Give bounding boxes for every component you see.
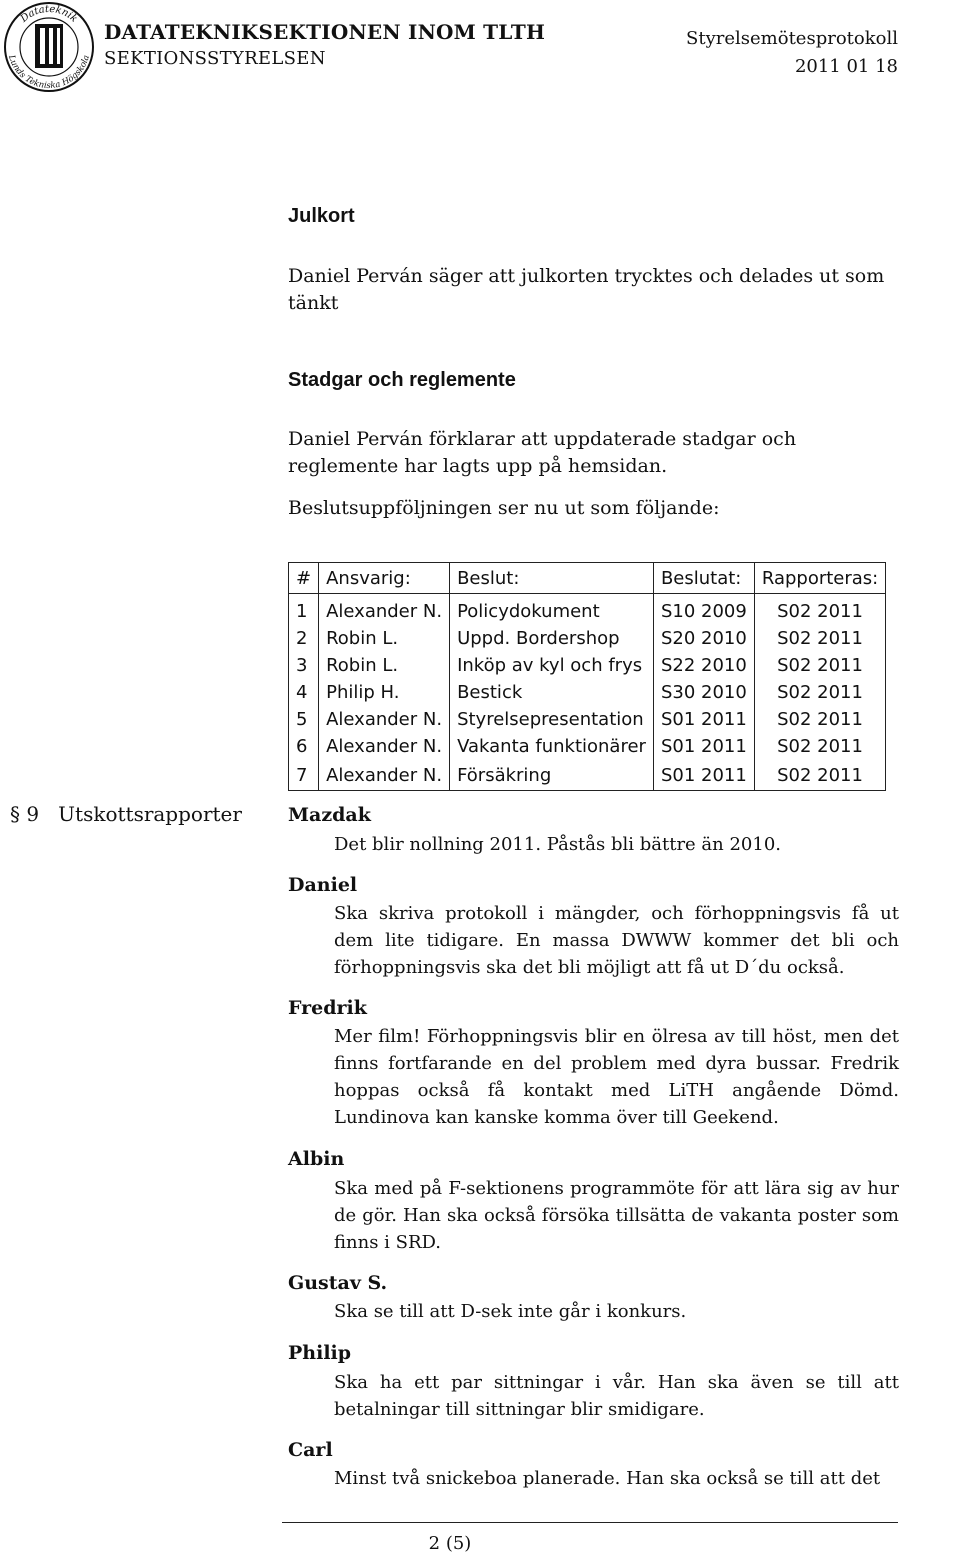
decision-followup-table	[288, 562, 886, 791]
report-text-gustav: Ska se till att D-sek inte går i konkurs.	[334, 1301, 687, 1322]
table-row	[289, 706, 886, 733]
cell-decided: S10 2009	[653, 594, 754, 626]
cell-responsible: Robin L.	[319, 625, 450, 652]
cell-report: S02 2011	[754, 625, 885, 652]
report-text-mazdak: Det blir nollning 2011. Påstås bli bättre än 2010.	[334, 834, 782, 855]
report-name-albin: Albin	[288, 1148, 345, 1170]
cell-responsible: Alexander N.	[319, 706, 450, 733]
table-header-row	[289, 563, 886, 594]
cell-number: 4	[289, 679, 319, 706]
footer-rule	[282, 1522, 898, 1523]
col-header-decided: Beslutat:	[653, 563, 754, 594]
cell-number: 6	[289, 733, 319, 760]
report-name-carl: Carl	[288, 1439, 333, 1461]
cell-decided: S30 2010	[653, 679, 754, 706]
document-type: Styrelsemötesprotokoll	[686, 28, 898, 49]
cell-decided: S01 2011	[653, 760, 754, 791]
julkort-heading: Julkort	[288, 205, 355, 227]
followup-intro: Beslutsuppföljningen ser nu ut som följande:	[288, 497, 720, 519]
report-name-gustav: Gustav S.	[288, 1272, 388, 1294]
cell-number: 1	[289, 594, 319, 626]
table-row	[289, 625, 886, 652]
table-row	[289, 733, 886, 760]
stadgar-heading: Stadgar och reglemente	[288, 369, 516, 391]
cell-number: 5	[289, 706, 319, 733]
report-text-albin: Ska med på F-sektionens programmöte för att lära sig av hur de gör. Han ska också försöka tillsätta de vakanta poster som finns i SRD.	[334, 1178, 899, 1253]
section-title: Utskottsrapporter	[58, 802, 242, 826]
cell-report: S02 2011	[754, 652, 885, 679]
report-text-philip: Ska ha ett par sittningar i vår. Han ska även se till att betalningar till sittningar blir smidigare.	[334, 1372, 899, 1420]
cell-report: S02 2011	[754, 679, 885, 706]
svg-text:Datateknik: Datateknik	[18, 3, 80, 25]
cell-report: S02 2011	[754, 706, 885, 733]
table-row	[289, 679, 886, 706]
cell-decided: S20 2010	[653, 625, 754, 652]
report-name-fredrik: Fredrik	[288, 997, 367, 1019]
page-number: 2 (5)	[428, 1533, 472, 1554]
organization-name: DATATEKNIKSEKTIONEN INOM TLTH	[104, 20, 546, 44]
cell-responsible: Alexander N.	[319, 760, 450, 791]
cell-number: 7	[289, 760, 319, 791]
col-header-number: #	[289, 563, 319, 594]
meeting-date: 2011 01 18	[794, 56, 898, 77]
julkort-text: Daniel Perván säger att julkorten trycktes och delades ut som tänkt	[288, 265, 885, 314]
table-row	[289, 652, 886, 679]
report-name-daniel: Daniel	[288, 874, 358, 896]
cell-decision: Policydokument	[450, 594, 654, 626]
report-text-carl: Minst två snickeboa planerade. Han ska också se till att det	[334, 1468, 881, 1489]
cell-decision: Styrelsepresentation	[450, 706, 654, 733]
cell-responsible: Alexander N.	[319, 733, 450, 760]
stadgar-text: Daniel Perván förklarar att uppdaterade stadgar och reglemente har lagts upp på hemsidan.	[288, 428, 797, 477]
cell-report: S02 2011	[754, 733, 885, 760]
col-header-responsible: Ansvarig:	[319, 563, 450, 594]
col-header-report: Rapporteras:	[754, 563, 885, 594]
cell-decided: S01 2011	[653, 733, 754, 760]
col-header-decision: Beslut:	[450, 563, 654, 594]
cell-responsible: Philip H.	[319, 679, 450, 706]
section-number: § 9	[10, 802, 40, 826]
cell-decision: Vakanta funktionärer	[450, 733, 654, 760]
cell-number: 3	[289, 652, 319, 679]
cell-responsible: Alexander N.	[319, 594, 450, 626]
report-text-daniel: Ska skriva protokoll i mängder, och förhoppningsvis få ut dem lite tidigare. En massa DWWW kommer det bli och förhoppningsvis ska det bli möjligt att få ut D´du också.	[334, 903, 899, 978]
report-name-mazdak: Mazdak	[288, 804, 371, 826]
board-name: SEKTIONSSTYRELSEN	[104, 48, 326, 69]
table-row	[289, 594, 886, 626]
svg-text:Lunds Tekniska Högskola: Lunds Tekniska Högskola	[6, 54, 92, 92]
cell-report: S02 2011	[754, 594, 885, 626]
cell-decided: S01 2011	[653, 706, 754, 733]
report-name-philip: Philip	[288, 1342, 352, 1364]
datateknik-logo	[2, 2, 96, 92]
cell-number: 2	[289, 625, 319, 652]
cell-decision: Försäkring	[450, 760, 654, 791]
section-9-label	[10, 802, 242, 826]
cell-decided: S22 2010	[653, 652, 754, 679]
table-row	[289, 760, 886, 791]
report-text-fredrik: Mer film! Förhoppningsvis blir en ölresa av till höst, men det finns fortfarande en del problem med dyra bussar. Fredrik hoppas också få kontakt med LiTH angående Dömd. Lundinova kan kanske komma över till Geekend.	[334, 1026, 899, 1128]
cell-decision: Bestick	[450, 679, 654, 706]
cell-report: S02 2011	[754, 760, 885, 791]
cell-responsible: Robin L.	[319, 652, 450, 679]
cell-decision: Inköp av kyl och frys	[450, 652, 654, 679]
cell-decision: Uppd. Bordershop	[450, 625, 654, 652]
